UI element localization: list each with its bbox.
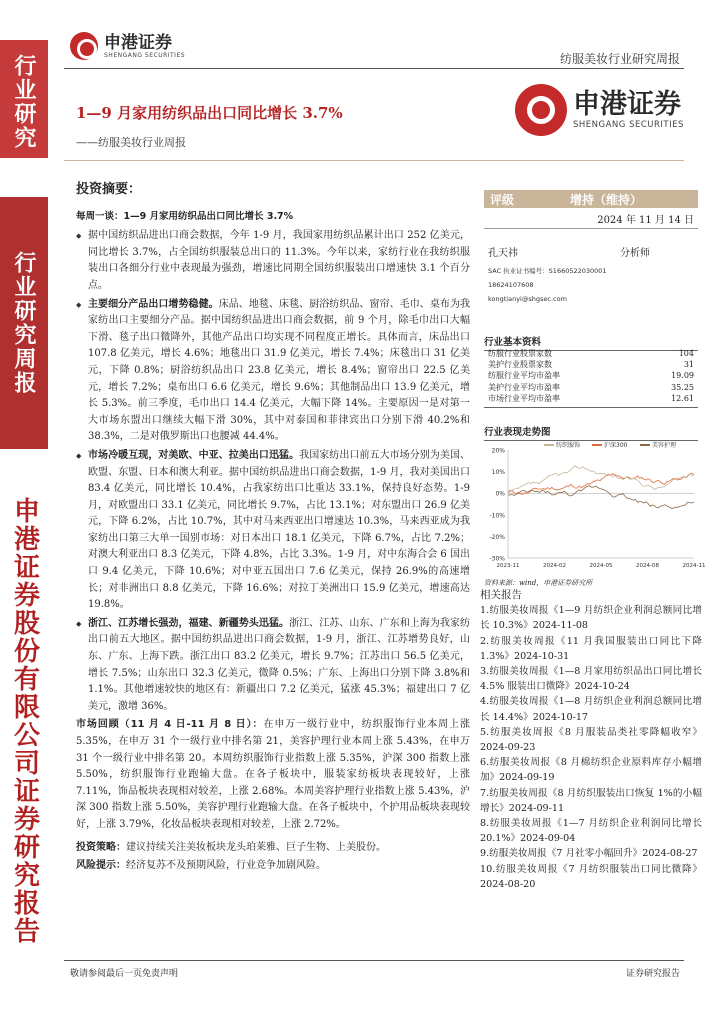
related-reports (480, 588, 702, 892)
list-item: 7.纺服美妆周报《8 月纺织服装出口恢复 1%的小幅增长》2024-09-11 (480, 787, 702, 814)
logo-name: 申港证券 (104, 32, 172, 53)
abstract-bullets (76, 228, 470, 715)
x-tick-label: 2023-11 (496, 563, 520, 569)
abstract-section (76, 182, 470, 875)
abstract-heading: 投资摘要： (76, 182, 142, 197)
table-row: 市场行业平均市盈率 12.61 (488, 393, 694, 403)
related-reports-title: 相关报告 (480, 589, 522, 601)
table-row: 纺服行业平均市盈率 19.09 (488, 371, 694, 381)
list-item: 8.纺服美妆周报《1—7 月纺织企业利润同比增长 20.1%》2024-09-04 (480, 818, 702, 845)
sidebar-category-text: 行业研究 (11, 54, 37, 150)
report-title: 1—9 月家用纺织品出口同比增长 3.7% (76, 104, 343, 122)
list-item: 4.纺服美妆周报《1—8 月纺织企业利润总额同比增长 14.4%》2024-10-17 (480, 696, 702, 723)
title-divider (64, 160, 684, 161)
analyst-role: 分析师 (620, 248, 650, 259)
big-logo-icon (515, 84, 567, 136)
list-item: 5.纺服美妆周报《8 月服装品类社零降幅收窄》2024-09-23 (480, 726, 702, 754)
legend-label: 美容护理 (652, 442, 677, 449)
analyst-sac: SAC 执业证书编号：S1660522030001 (488, 267, 607, 275)
table-row: 纺服行业股票家数 104 (488, 349, 694, 358)
y-tick-label: 10% (491, 469, 505, 477)
market-review: 市场回顾（11 月 4 日-11 月 8 日）：在申万一级行业中，纺织服饰行业本周上涨 5.35%，在申万 31 个一级行业中排名第 21，美容护理行业本周上涨 5.43%，在申万 31 个一级行业中排名第 20。本周纺织服饰行业指数上涨 5.35%，沪深 300 指数上涨 5.50%，纺织服饰行业跑输大盘。在各子板块中，服装家纺板块表现较好，上涨 7.11%，饰品板块表现相对较差，上涨 2.68%。本周美容护理行业指数上涨 5.43%，沪深 300 指数上涨 5.50%，美容护理行业跑输大盘。在各子板块中，个护用品板块表现较好，上涨 3.79%，化妆品板块表现相对较差，上涨 2.72%。 (76, 719, 470, 830)
list-item: 2.纺服美妆周报《11 月我国服装出口同比下降 1.3%》2024-10-31 (480, 635, 702, 662)
sidebar-company (0, 487, 48, 999)
header-logo (70, 32, 185, 60)
basic-info-title: 行业基本资料 (484, 334, 698, 351)
big-logo-name: 申港证券 (573, 89, 681, 120)
footer-label: 证券研究报告 (625, 969, 680, 979)
y-tick-label: 0% (495, 490, 505, 498)
report-type-header: 纺服美妆行业研究周报 (559, 52, 680, 66)
report-subtitle: ——纺服美妆行业周报 (76, 136, 186, 149)
investment-strategy: 投资策略：建议持续关注美妆板块龙头珀莱雅、巨子生物、上美股份。 (76, 841, 386, 853)
analyst-email: kongtianyi@shgsec.com (488, 295, 567, 303)
bullet-item: ◆ 主要细分产品出口增势稳健。床品、地毯、床毯、厨浴纺织品、窗帘、毛巾、桌布为我家纺出口主要细分产品。据中国纺织品进出口商会数据，前 9 个月，除毛巾出口大幅下滑、毯子出口微降外，其他产品出口均实现不同程度正增长。具体而言，床品出口 107.8 亿美元，增长 4.6%；地毯出口 31.9 亿美元，增长 7.4%；床毯出口 31 亿美元，下降 0.8%；厨浴纺织品出口 23.8 亿美元，增长 8.4%；窗帘出口 22.5 亿美元，增长 7.2%；桌布出口 6.6 亿美元，增长 9.6%；其他制品出口 13.9 亿美元，增长 5.3%。前三季度，毛巾出口 14.4 亿美元，大幅下降 14%。主要原因一是对第一大市场东盟出口继续大幅下滑 30%，其中对泰国和菲律宾出口分别下滑 40.2%和 38.3%，二是对俄罗斯出口也腰减 44.4%。 (76, 297, 470, 446)
sidebar-category (0, 40, 48, 158)
footer-disclaimer: 敬请参阅最后一页免责声明 (70, 969, 179, 979)
big-logo (515, 84, 684, 136)
footer-divider (64, 960, 684, 961)
x-tick-label: 2024-08 (636, 563, 659, 569)
list-item: 10.纺服美妆周报《7 月纺织服装出口同比微降》2024-08-20 (480, 863, 702, 890)
sidebar-report-type-text: 行业研究周报 (11, 251, 37, 395)
sidebar-report-type (0, 197, 48, 449)
analyst-name: 孔天祎 (488, 248, 518, 259)
y-tick-label: -20% (489, 533, 505, 541)
series-line-beauty (508, 486, 694, 509)
trend-chart (484, 440, 706, 570)
risk-warning: 风险提示：经济复苏不及预期风险，行业竞争加剧风险。 (76, 860, 326, 872)
analyst-info (488, 264, 607, 306)
list-item: 9.纺服美妆周报《7 月社零小幅回升》2024-08-27 (480, 848, 698, 860)
header-divider (64, 68, 684, 69)
x-tick-label: 2024-11 (682, 563, 706, 569)
bullet-item: ◆ 浙江、江苏增长强劲，福建、新疆势头迅猛。浙江、江苏、山东、广东和上海为我家纺出口前五大地区。据中国纺织品进出口商会数据，1-9 月，浙江、江苏增势良好，山东、广东、上海下跌。浙江出口 83.2 亿美元，增长 9.7%；江苏出口 56.5 亿美元，增长 7.5%；山东出口 32.3 亿美元，微降 0.5%；广东、上海出口分别下降 3.8%和 1.1%。其他增速较快的地区有：新疆出口 7.2 亿美元，猛涨 45.3%；福建出口 7 亿美元，激增 36%。 (76, 616, 470, 716)
y-tick-label: -10% (489, 512, 505, 520)
table-row: 美护行业平均市盈率 35.25 (488, 382, 694, 392)
company-logo-icon (70, 32, 98, 60)
bullet-item: ◆ 据中国纺织品进出口商会数据，今年 1-9 月，我国家用纺织品累计出口 252 亿美元，同比增长 3.7%，占全国纺织服装总出口的 11.3%。今年以来，家纺行业在我纺织服装出口各细分行业中表现最为强劲，增速比同期全国纺织服装出口增速快 3.1 个百分点。 (76, 228, 470, 294)
legend-label: 纺织服饰 (556, 442, 581, 449)
list-item: 1.纺服美妆周报《1—9 月纺织企业利润总额同比增长 10.3%》2024-11-08 (480, 605, 702, 632)
list-item: 6.纺服美妆周报《8 月棉纺织企业原料库存小幅增加》2024-09-19 (480, 757, 702, 784)
table-row: 美护行业股票家数 31 (488, 360, 694, 370)
sidebar (0, 0, 48, 1024)
bullet-item: ◆ 市场冷暖互现，对美欧、中亚、拉美出口迅猛。我国家纺出口前五大市场分别为美国、欧盟、东盟、日本和澳大利亚。据中国纺织品进出口商会数据，1-9 月，我对美国出口 83.4 亿美元，同比增长 10.4%，占我家纺出口比重达 33.1%，保持良好态势。1-9 月，对欧盟出口 33.1 亿美元，同比增长 9.7%，占比 13.1%；对东盟出口 26.9 亿美元，下降 6.2%，占比 10.7%，其中对马来西亚出口增速达 10.3%，马来西亚成为我家纺出口第三大单一国别市场：对日本出口 18.1 亿美元，下降 6.7%，占比 7.2%；对澳大利亚出口 8.3 亿美元，下降 4.8%，占比 3.3%。1-9 月，对中东海合会 6 国出口 9.4 亿美元，下降 10.6%；对中亚五国出口 7.6 亿美元，保持 26.9%的高速增长；对非洲出口 8.8 亿美元，下降 16.6%；对拉丁美洲出口 15.9 亿美元，增速高达 19.8%。 (76, 448, 470, 614)
rating-value: 增持（维持） (570, 192, 643, 207)
legend-label: 沪深300 (604, 442, 628, 449)
analyst-divider (484, 228, 698, 229)
rating-label: 评级 (490, 192, 515, 207)
rating-bar (484, 190, 698, 208)
weekly-topic: 每周一谈：1—9 月家用纺织品出口同比增长 3.7% (76, 210, 294, 222)
big-logo-english: SHENGANG SECURITIES (573, 120, 684, 130)
y-tick-label: 20% (491, 447, 505, 455)
analyst-phone: 18624107608 (488, 281, 534, 289)
basic-info-table (484, 348, 698, 408)
list-item: 3.纺服美妆周报《1—8 月家用纺织品出口同比增长 4.5% 服装出口微降》2024-10-24 (480, 666, 702, 693)
trend-chart-title: 行业表现走势图 (484, 424, 698, 441)
y-tick-label: -30% (489, 555, 505, 563)
logo-english: SHENGANG SECURITIES (104, 51, 186, 59)
report-date: 2024 年 11 月 14 日 (597, 215, 694, 226)
related-reports-list (480, 603, 702, 892)
x-tick-label: 2024-02 (543, 563, 566, 569)
chart-source: 资料来源：wind，申港证券研究所 (484, 579, 593, 587)
x-tick-label: 2024-05 (589, 563, 613, 569)
sidebar-company-text: 申港证券股份有限公司证券研究报告 (9, 497, 40, 945)
